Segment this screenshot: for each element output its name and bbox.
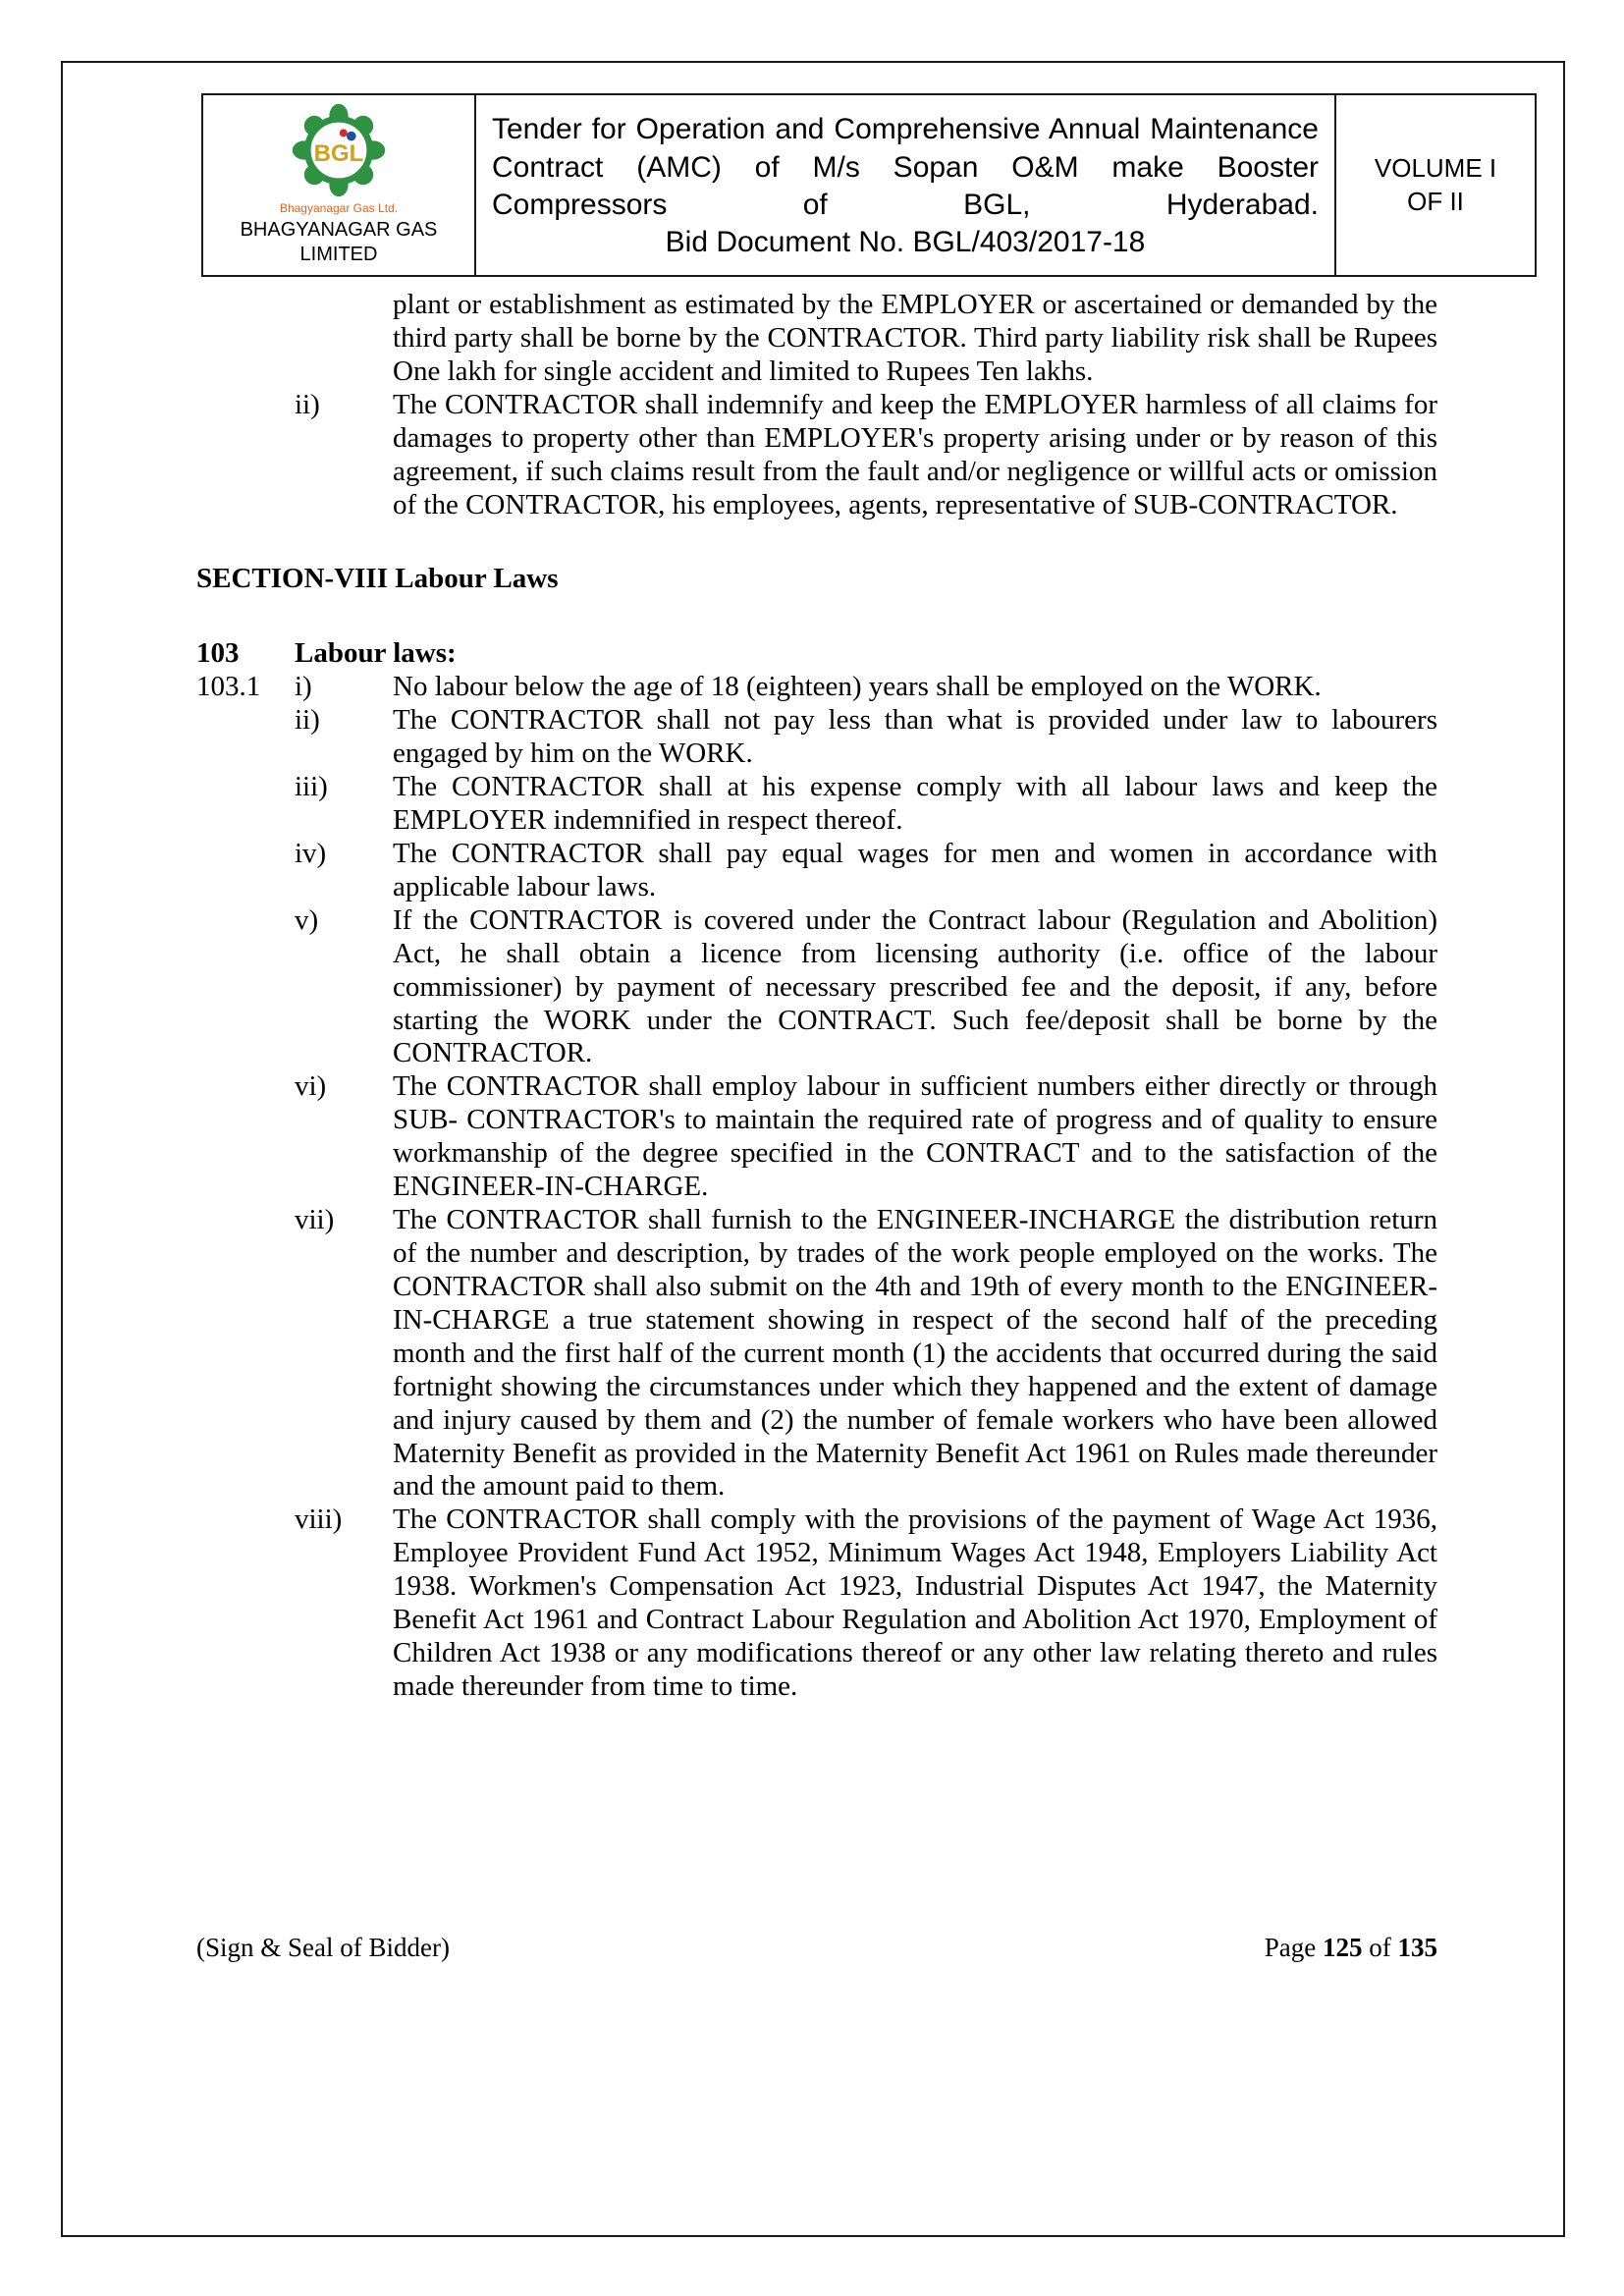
clause-heading-row (196, 637, 1437, 671)
continuation-paragraph: plant or establishment as estimated by the EMPLOYER or ascertained or demanded by the third party shall be borne by the CONTRACTOR. Third party liability risk shall be Rupees One lakh for single accident and limited to Rupees Ten lakhs. (393, 289, 1437, 387)
labour-item-v (196, 904, 1437, 1071)
sign-seal-label: (Sign & Seal of Bidder) (196, 1933, 450, 1962)
labour-item-viii (196, 1503, 1437, 1704)
labour-item-iii (196, 771, 1437, 838)
item-text: The CONTRACTOR shall indemnify and keep the EMPLOYER harmless of all claims for damages to property other than EMPLOYER's property arising under or by reason of this agreement, if such claims result from the fault and/or negligence or willful acts or omission of the CONTRACTOR, his employees, agents, representative of SUB-CONTRACTOR. (393, 388, 1437, 520)
item-text: The CONTRACTOR shall comply with the provisions of the payment of Wage Act 1936, Employee Provident Fund Act 1952, Minimum Wages Act 1948, Employers Liability Act 1938. Workmen's Compensation Act 1923, Industrial Disputes Act 1947, the Maternity Benefit Act 1961 and Contract Labour Regulation and Abolition Act 1970, Employment of Children Act 1938 or any modifications thereof or any other law relating thereto and rules made thereunder from time to time. (393, 1503, 1437, 1702)
item-marker: v) (295, 903, 319, 936)
item-text: The CONTRACTOR shall pay equal wages for men and women in accordance with applicable labour laws. (393, 837, 1437, 902)
bgl-logo-icon (292, 103, 386, 197)
carryover-item (196, 389, 1437, 522)
of-label: of (1369, 1933, 1391, 1962)
svg-text:BGL: BGL (313, 140, 364, 168)
logo-tagline: Bhagyanagar Gas Ltd. (279, 201, 399, 215)
item-text: The CONTRACTOR shall at his expense comply with all labour laws and keep the EMPLOYER indemnified in respect thereof. (393, 771, 1437, 836)
page-footer (196, 1933, 1437, 1963)
page-indicator (1265, 1933, 1437, 1963)
item-text: The CONTRACTOR shall furnish to the ENGINEER-INCHARGE the distribution return of the number and description, by trades of the work people employed on the works. The CONTRACTOR shall also submit on the 4th and 19th of every month to the ENGINEER-IN-CHARGE a true statement showing in respect of the second half of the preceding month and the first half of the current month (1) the accidents that occurred during the said fortnight showing the circumstances under which they happened and the extent of damage and injury caused by them and (2) the number of female workers who have been allowed Maternity Benefit as provided in the Maternity Benefit Act 1961 on Rules made thereunder and the amount paid to them. (393, 1204, 1437, 1503)
sub-clause-number: 103.1 (196, 671, 261, 703)
item-marker: vi) (295, 1070, 327, 1103)
tender-title: Tender for Operation and Comprehensive Annual Maintenance Contract (AMC) of M/s Sopan O&M make Booster Compressors of BGL, Hyderabad. (492, 113, 1319, 221)
header-table (201, 93, 1537, 277)
volume-line-1: VOLUME I (1374, 152, 1497, 183)
item-marker: iii) (295, 771, 328, 803)
item-text: The CONTRACTOR shall not pay less than what is provided under law to labourers engaged by him on the WORK. (393, 704, 1437, 770)
item-marker: ii) (295, 704, 320, 737)
total-pages: 135 (1397, 1933, 1437, 1962)
item-marker: vii) (295, 1204, 335, 1236)
item-text: If the CONTRACTOR is covered under the Contract labour (Regulation and Abolition) Act, he shall obtain a licence from licensing authority (i.e. office of the labour commissioner) by payment of necessary prescribed fee and the deposit, if any, before starting the WORK under the CONTRACT. Such fee/deposit shall be borne by the CONTRACTOR. (393, 903, 1437, 1069)
volume-cell (1335, 94, 1536, 276)
continuation-paragraph-row (196, 289, 1437, 389)
labour-item-i (196, 671, 1437, 704)
company-name: BHAGYANAGAR GAS LIMITED (240, 219, 438, 266)
labour-item-iv (196, 838, 1437, 904)
volume-line-2: OF II (1407, 186, 1464, 216)
title-cell (475, 94, 1335, 276)
item-marker: viii) (295, 1503, 343, 1536)
page-label: Page (1264, 1933, 1317, 1962)
labour-item-vii (196, 1204, 1437, 1503)
page-number: 125 (1323, 1933, 1363, 1962)
item-text: The CONTRACTOR shall employ labour in sufficient numbers either directly or through SUB- CONTRACTOR's to maintain the required rate of progress and of quality to ensure workmanship of the degree specified in the CONTRACT and to the satisfaction of the ENGINEER-IN-CHARGE. (393, 1070, 1437, 1203)
bid-document-number: Bid Document No. BGL/403/2017-18 (665, 225, 1146, 258)
labour-item-ii (196, 704, 1437, 771)
item-marker: i) (295, 671, 312, 703)
clause-title: Labour laws: (295, 637, 457, 670)
labour-item-vi (196, 1070, 1437, 1204)
section-heading: SECTION-VIII Labour Laws (196, 563, 559, 595)
item-text: No labour below the age of 18 (eighteen) years shall be employed on the WORK. (393, 671, 1322, 703)
item-marker: iv) (295, 837, 327, 869)
logo-cell (202, 94, 475, 276)
clause-number: 103 (196, 637, 240, 670)
document-body (196, 289, 1437, 1704)
item-marker: ii) (295, 388, 320, 420)
